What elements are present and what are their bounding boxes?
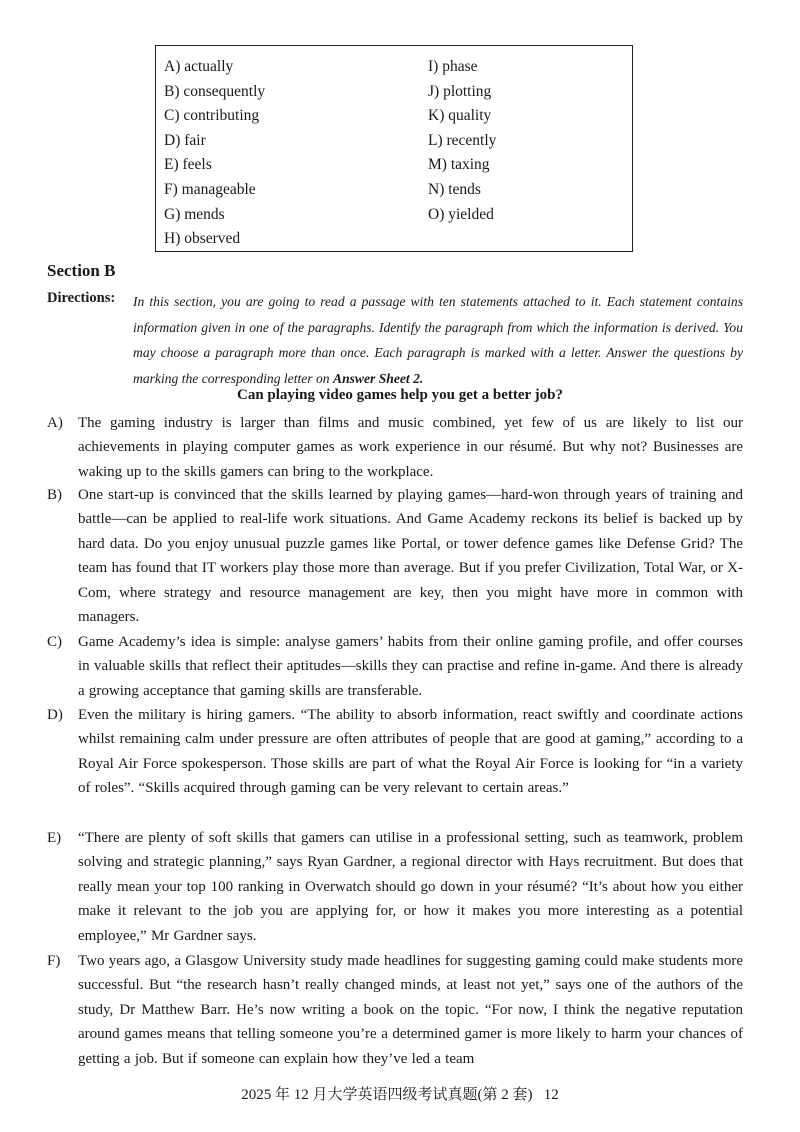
paragraph-letter: E) — [47, 830, 62, 846]
paragraph-letter: A) — [47, 415, 63, 431]
word-bank-item: L) recently — [428, 131, 497, 149]
word-bank-item: M) taxing — [428, 156, 490, 174]
word-bank-left-column — [164, 55, 265, 252]
page-footer — [0, 1085, 800, 1105]
word-bank-right-column — [428, 55, 496, 227]
word-bank-item: K) quality — [428, 107, 492, 125]
word-bank-item: J) plotting — [428, 82, 492, 100]
passage-title: Can playing video games help you get a better job? — [237, 387, 563, 403]
paragraph-letter: D) — [47, 707, 63, 723]
paragraph-letter: F) — [47, 953, 61, 969]
word-bank-item: C) contributing — [164, 107, 260, 125]
word-bank-item: B) consequently — [164, 82, 266, 100]
word-bank-item: N) tends — [428, 180, 481, 198]
paragraph-text: Even the military is hiring gamers. “The ability to absorb information, react swiftly and coordinate actions whilst remaining calm under pressure are often attributes of people that are good at gaming,” according to a Royal Air Force spokesperson. Those skills are part of what the Royal Air Force is looking for “in a variety of roles”. “Skills acquired through gaming can be very relevant to certain areas.” — [78, 707, 743, 797]
paragraph-text: Game Academy’s idea is simple: analyse gamers’ habits from their online gaming profile, and offer courses in valuable skills that reflect their aptitudes—skills they can practise and refine in-game. And there is already a growing acceptance that gaming skills are transferable. — [78, 634, 743, 699]
paragraph-letter: B) — [47, 487, 62, 503]
directions-label: Directions: — [47, 290, 116, 306]
page-number: 12 — [543, 1087, 559, 1103]
directions-body: In this section, you are going to read a passage with ten statements attached to it. Each statement contains information given in one of the paragraphs. Identify the paragraph from which the information is derived. You may choose a paragraph more than once. Each paragraph is marked with a letter. Answer the questions by marking the corresponding letter on — [133, 294, 743, 386]
footer-title: 2025 年 12 月大学英语四级考试真题(第 2 套) — [241, 1087, 533, 1103]
paragraph-text: The gaming industry is larger than films and music combined, yet few of us are likely to list our achievements in playing computer games as work experience in our résumé. But why not? Businesses are waking up to the skills gamers can bring to the workplace. — [78, 415, 743, 480]
answer-sheet-emphasis: Answer Sheet 2. — [333, 370, 424, 386]
word-bank-item: H) observed — [164, 230, 241, 248]
paragraph-text: “There are plenty of soft skills that gamers can utilise in a professional setting, such as teamwork, problem solving and strategic planning,” says Ryan Gardner, a regional director with Hays recruitment. But does that really mean your top 100 ranking in Overwatch should go down in your résumé? “It’s about how you either make it relevant to the job you are applying for, or how it makes you more interesting as a potential employee,” Mr Gardner says. — [78, 830, 743, 944]
directions-text — [133, 289, 743, 391]
word-bank-item: I) phase — [428, 58, 478, 75]
section-title: Section B — [47, 261, 116, 280]
paragraph-text: Two years ago, a Glasgow University study made headlines for suggesting gaming could make students more successful. But “the research hasn’t really changed minds, at least not yet,” says one of the authors of the study, Dr Matthew Barr. He’s now writing a book on the topic. “For now, I think the negative reputation around games means that telling someone you’re a determined gamer is more likely to harm your chances of getting a job. But if someone can explain how they’ve led a team — [78, 953, 743, 1067]
word-bank-item: A) actually — [164, 58, 234, 75]
word-bank-item: D) fair — [164, 131, 206, 149]
word-bank-item: O) yielded — [428, 205, 494, 223]
word-bank-box — [155, 45, 633, 252]
word-bank-item: E) feels — [164, 156, 212, 174]
paragraph-letter: C) — [47, 634, 62, 650]
paragraph-text: One start-up is convinced that the skills learned by playing games—hard-won through years of training and battle—can be applied to real-life work situations. And Game Academy reckons its belief is backed up by hard data. Do you enjoy unusual puzzle games like Portal, or tower defence games like Defense Grid? The team has found that IT workers play those more than average. But if you prefer Civilization, Total War, or X-Com, where strategy and resource management are key, then you might have more in common with managers. — [78, 487, 743, 626]
word-bank-item: F) manageable — [164, 180, 256, 198]
word-bank-item: G) mends — [164, 205, 225, 223]
